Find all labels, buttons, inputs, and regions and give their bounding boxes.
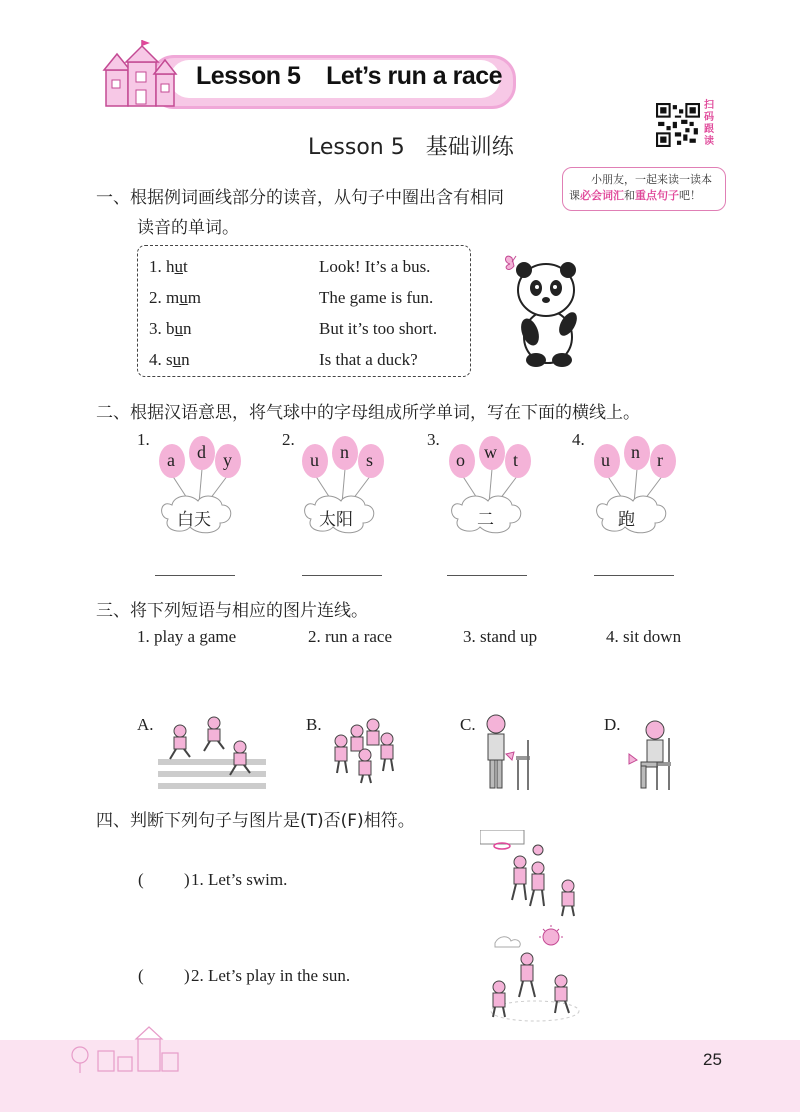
- balloon-letter: u: [601, 450, 610, 470]
- section1-title-line2: 读音的单词。: [137, 218, 239, 238]
- tip-highlight-sentences: 重点句子: [635, 189, 679, 202]
- underlined-letter: u: [172, 350, 182, 369]
- section2-title: 二、根据汉语意思，将气球中的字母组成所学单词，写在下面的横线上。: [96, 403, 640, 423]
- example-word-4: [149, 350, 190, 370]
- row-number: 1.: [149, 257, 166, 276]
- tip-text: 课: [569, 189, 580, 202]
- underlined-letter: u: [174, 257, 183, 276]
- section1-title-line1: 一、根据例词画线部分的读音，从句子中圈出含有相同: [96, 188, 504, 208]
- word-part: h: [166, 257, 175, 276]
- chinese-meaning-3: 二: [477, 510, 494, 530]
- answer-blank-4[interactable]: [594, 575, 674, 576]
- picture-label-d: D.: [604, 715, 621, 734]
- phrase-1: 1. play a game: [137, 627, 237, 646]
- judgement-paren-close-2: ): [184, 966, 190, 985]
- judgement-paren-close-1: ): [184, 870, 190, 889]
- balloon-letter: o: [456, 450, 465, 470]
- page-title: Lesson 5 基础训练: [308, 135, 514, 160]
- sun-play-picture: [485, 925, 585, 1025]
- balloon-letter: n: [340, 442, 349, 462]
- underlined-letter: u: [174, 319, 183, 338]
- castle-illustration: [92, 40, 184, 112]
- balloon-letter: w: [484, 442, 497, 462]
- phrase-2: 2. run a race: [308, 627, 393, 646]
- answer-blank-3[interactable]: [447, 575, 527, 576]
- section4-title: 四、判断下列句子与图片是(T)否(F)相符。: [96, 811, 415, 831]
- sentence-2: The game is fun.: [319, 288, 434, 307]
- balloon-letter: r: [657, 450, 663, 470]
- word-part: s: [166, 350, 173, 369]
- phrase-3: 3. stand up: [463, 627, 538, 646]
- word-part: m: [187, 288, 201, 307]
- judgement-sentence-2: 2. Let’s play in the sun.: [191, 966, 351, 985]
- stand-up-picture[interactable]: [482, 712, 534, 792]
- race-picture[interactable]: [158, 715, 266, 791]
- balloon-letter: y: [223, 450, 232, 470]
- sentence-3: But it’s too short.: [319, 319, 438, 338]
- row-number: 3.: [149, 319, 166, 338]
- example-word-1: [149, 257, 188, 277]
- tip-highlight-vocab: 必会词汇: [580, 189, 624, 202]
- picture-label-c: C.: [460, 715, 476, 734]
- section3-title: 三、将下列短语与相应的图片连线。: [96, 601, 368, 621]
- word-part: n: [183, 319, 192, 338]
- example-word-2: [149, 288, 201, 308]
- sentence-4: Is that a duck?: [319, 350, 418, 369]
- sentence-1: Look! It’s a bus.: [319, 257, 431, 276]
- phrase-4: 4. sit down: [606, 627, 682, 646]
- underlined-letter: u: [179, 288, 188, 307]
- chinese-meaning-2: 太阳: [319, 510, 353, 530]
- qr-label: 扫码跟读: [704, 100, 714, 147]
- answer-blank-1[interactable]: [155, 575, 235, 576]
- tip-bubble: [562, 167, 726, 211]
- tip-text: 吧！: [679, 189, 701, 202]
- judgement-sentence-1: 1. Let’s swim.: [191, 870, 288, 889]
- word-part: m: [166, 288, 180, 307]
- basketball-picture: [480, 830, 580, 918]
- sit-down-picture[interactable]: [625, 718, 677, 792]
- balloon-letter: n: [631, 442, 640, 462]
- tip-line-1: 小朋友，一起来读一读本: [591, 173, 712, 186]
- balloon-letter: a: [167, 450, 175, 470]
- picture-label-a: A.: [137, 715, 154, 734]
- qr-code-icon[interactable]: [656, 103, 700, 147]
- balloon-letter: s: [366, 450, 374, 470]
- example-word-3: [149, 319, 192, 339]
- balloon-letter: u: [310, 450, 319, 470]
- balloon-letter: t: [513, 450, 519, 470]
- answer-blank-2[interactable]: [302, 575, 382, 576]
- item-number-1: 1.: [137, 430, 150, 449]
- word-part: n: [181, 350, 190, 369]
- footer-castle-decoration: [68, 1025, 188, 1075]
- word-part: t: [183, 257, 188, 276]
- item-number-3: 3.: [427, 430, 440, 449]
- row-number: 4.: [149, 350, 166, 369]
- picture-label-b: B.: [306, 715, 322, 734]
- balloon-letter: d: [197, 442, 206, 462]
- chinese-meaning-1: 白天: [177, 510, 211, 530]
- word-part: b: [166, 319, 175, 338]
- tip-text: 和: [624, 189, 635, 202]
- lesson-title: Lesson 5 Let’s run a race: [196, 62, 503, 90]
- panda-illustration: [498, 252, 590, 370]
- judgement-paren-open-1[interactable]: (: [138, 870, 144, 889]
- item-number-4: 4.: [572, 430, 585, 449]
- tip-line-2: [563, 188, 725, 204]
- judgement-paren-open-2[interactable]: (: [138, 966, 144, 985]
- item-number-2: 2.: [282, 430, 295, 449]
- page-number: 25: [703, 1050, 722, 1069]
- row-number: 2.: [149, 288, 166, 307]
- chinese-meaning-4: 跑: [618, 510, 635, 530]
- game-picture[interactable]: [327, 715, 402, 785]
